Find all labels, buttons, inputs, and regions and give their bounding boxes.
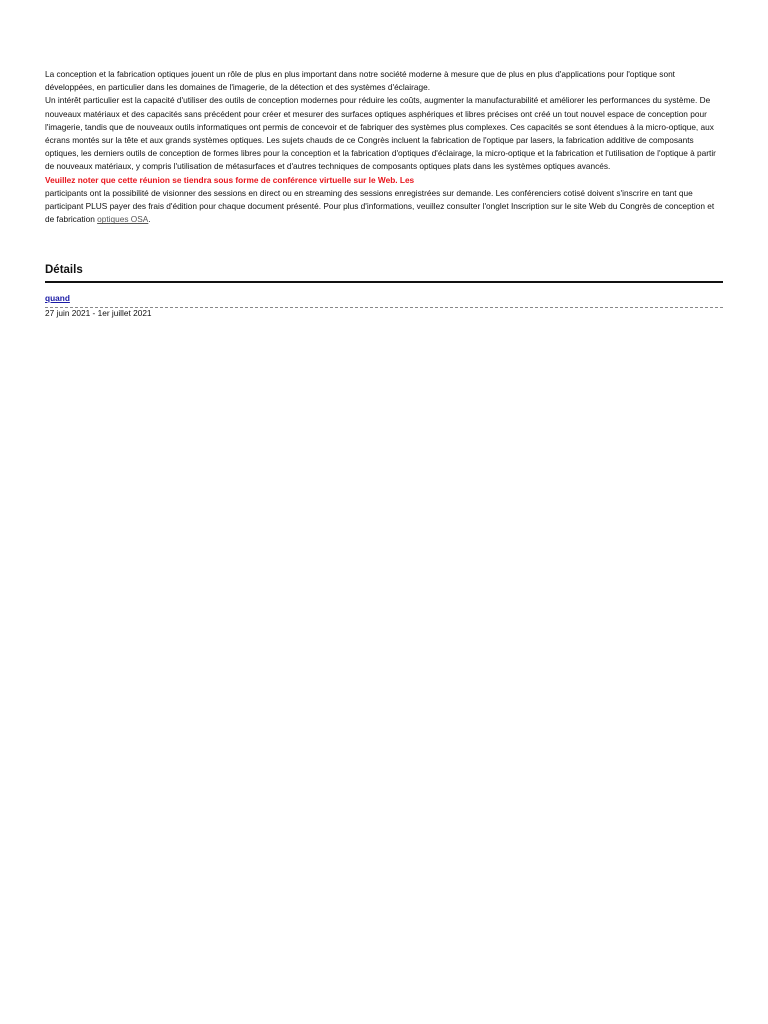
when-link[interactable]: quand: [45, 293, 70, 303]
details-heading: Détails: [45, 264, 723, 283]
intro-paragraph-1: La conception et la fabrication optiques jouent un rôle de plus en plus important dans notre société moderne à mesure que de plus en plus d'applications pour l'optique sont développées, en particulier dans les domaines de l'imagerie, de la détection et des systèmes d'éclairage.: [45, 69, 675, 93]
intro-paragraph-2: Un intérêt particulier est la capacité d'utiliser des outils de conception modernes pour réduire les coûts, augmenter la manufacturabilité et améliorer les performances du système. De nouveaux matériaux et des capacités sans précédent pour créer et mesurer des surfaces optiques asphériques et libres précises ont créé un tout nouvel espace de conception pour l'imagerie, tandis que de nouveaux outils informatiques ont permis de concevoir et de fabriquer des systèmes plus complexes. Ces capacités se sont étendues à la micro-optique, aux écrans montés sur la tête et aux grands systèmes optiques. Les sujets chauds de ce Congrès incluent la fabrication de l'optique par lasers, la fabrication additive de composants optiques, les derniers outils de conception de formes libres pour la conception et la fabrication d'optiques d'éclairage, la micro-optique et la fabrication et l'utilisation de l'optique à partir de nouveaux matériaux, y compris l'utilisation de métasurfaces et d'autres techniques de composants optiques plats dans les systèmes optiques avancés.: [45, 95, 716, 172]
event-description: [45, 68, 723, 226]
details-section: [45, 264, 723, 319]
registration-text-end: .: [148, 214, 151, 225]
intro-paragraph-3: [45, 187, 723, 227]
osa-link[interactable]: optiques OSA: [97, 214, 149, 225]
event-dates: 27 juin 2021 - 1er juillet 2021: [45, 308, 152, 318]
registration-text: participants ont la possibilité de visionner des sessions en direct ou en streaming des sessions enregistrées sur demande. Les conférenciers cotisé doivent s'inscrire en tant que participant PLUS payer des frais d'édition pour chaque document présenté. Pour plus d'informations, veuillez consulter l'onglet Inscription sur le site Web du Congrès de conception et de fabrication: [45, 187, 715, 225]
when-row: [45, 288, 723, 308]
virtual-conference-notice: Veuillez noter que cette réunion se tiendra sous forme de conférence virtuelle sur le Web. Les: [45, 174, 415, 185]
